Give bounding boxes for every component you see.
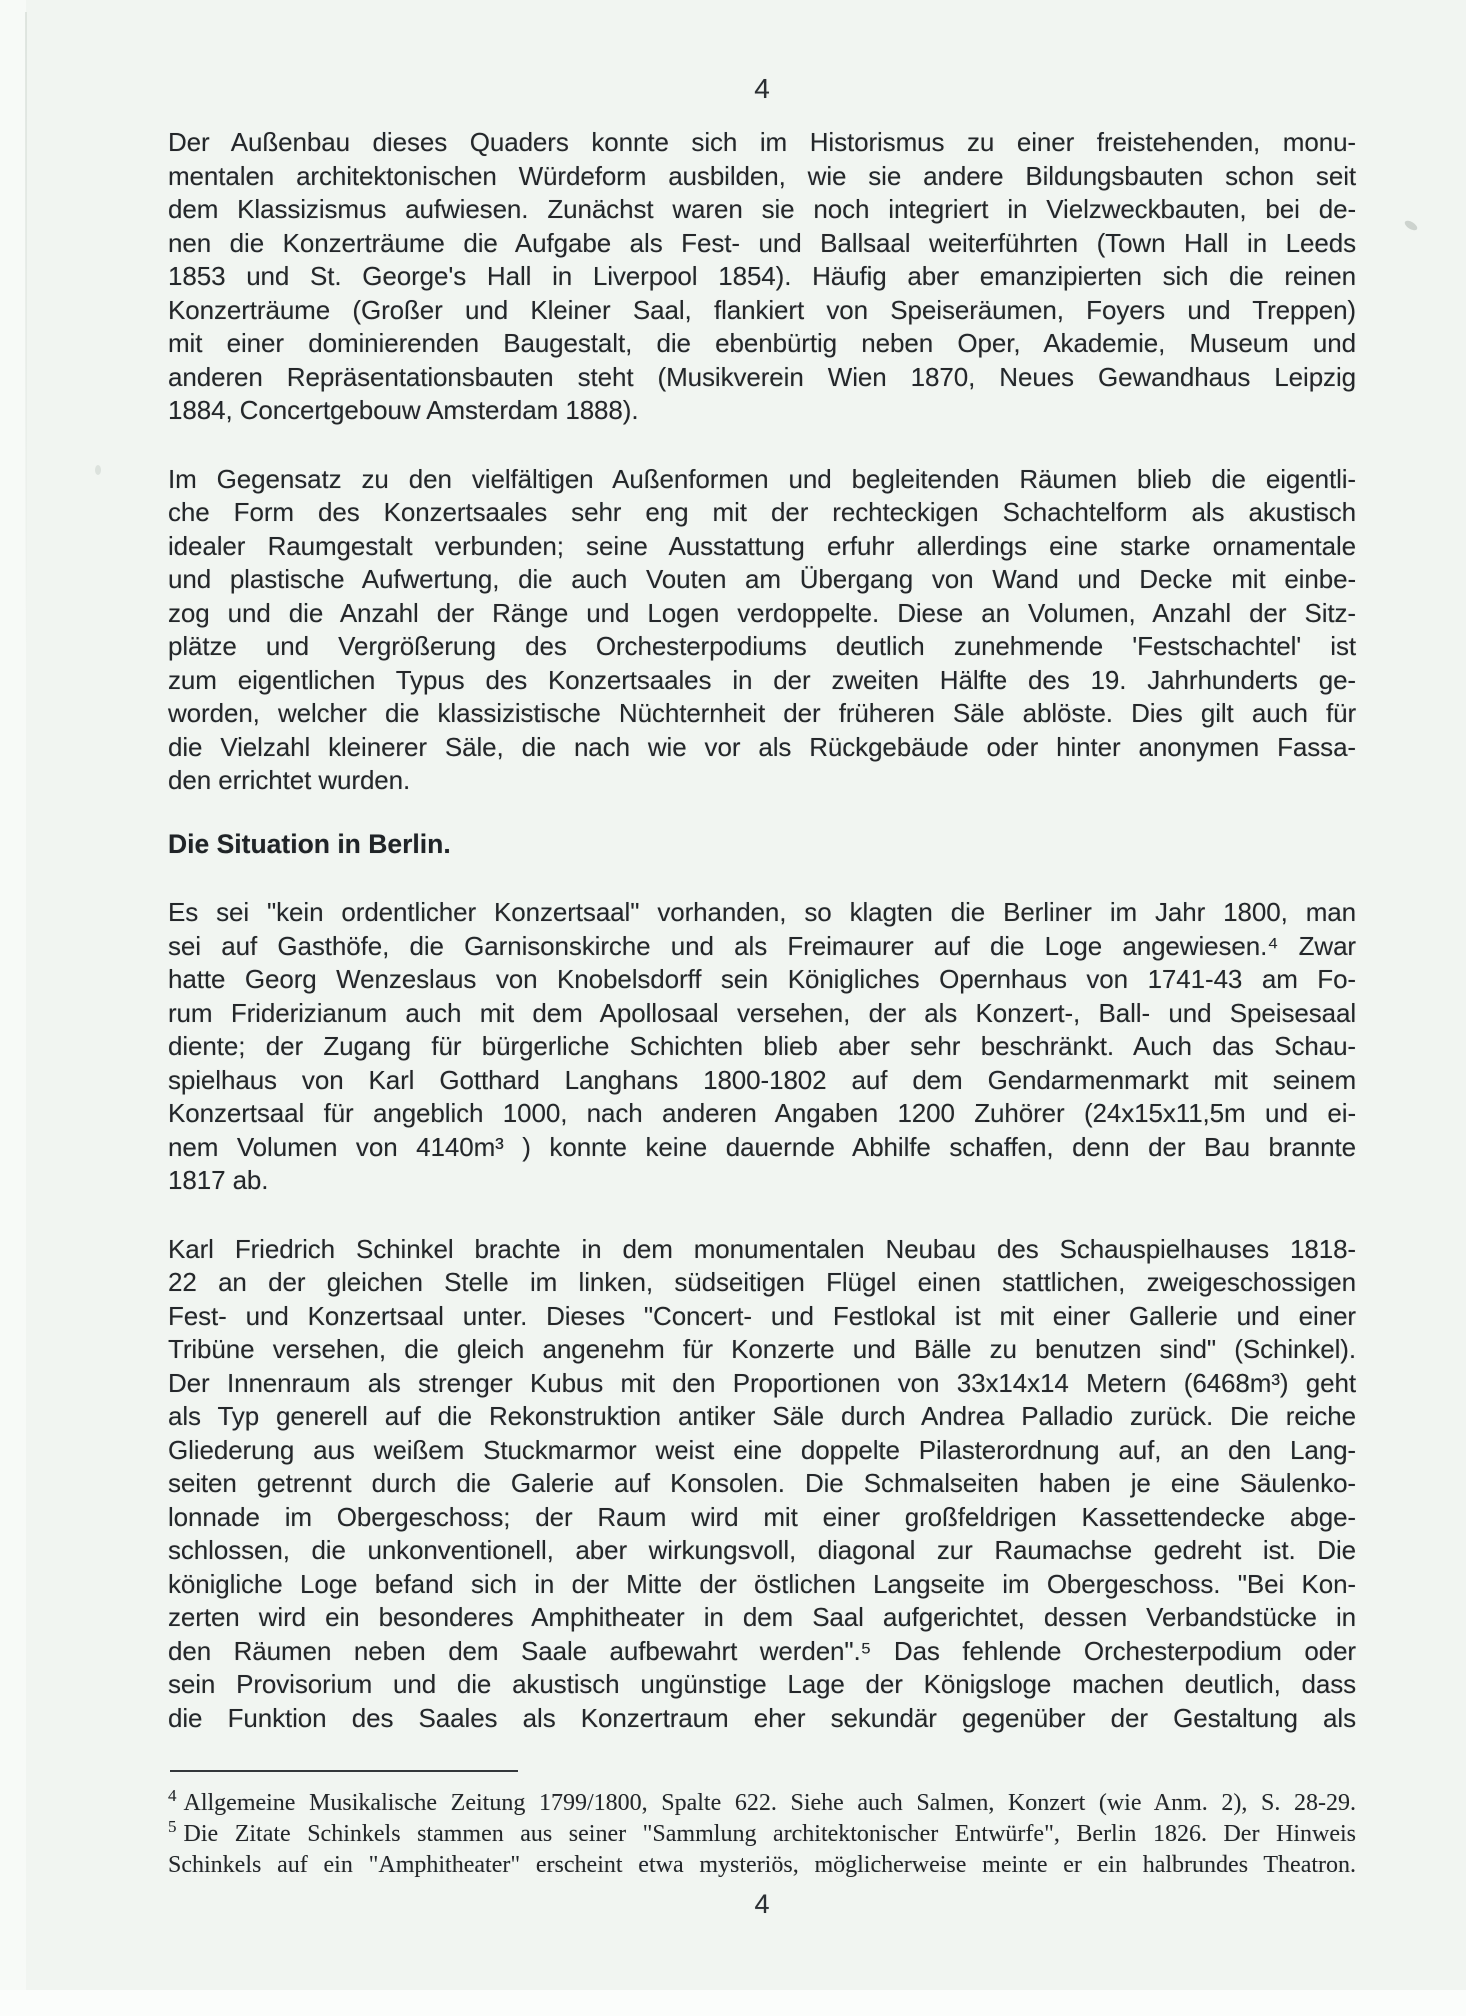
paragraph-2 [168, 463, 1356, 798]
text-line: che Form des Konzertsaales sehr eng mit der rechteckigen Schachtelform als akustisch [168, 497, 1356, 527]
text-line: Karl Friedrich Schinkel brachte in dem monumentalen Neubau des Schauspielhauses 1818- [168, 1233, 1356, 1264]
text-line: worden, welcher die klassizistische Nüchternheit der früheren Säle ablöste. Dies gilt auch für [168, 698, 1356, 728]
text-line: sein Provisorium und die akustisch ungünstige Lage der Königsloge machen deutlich, dass [168, 1669, 1356, 1699]
text-line: Der Innenraum als strenger Kubus mit den Proportionen von 33x14x14 Metern (6468m³) geht [168, 1367, 1356, 1398]
text-line: königliche Loge befand sich in der Mitte der östlichen Langseite im Obergeschoss. "Bei Kon- [168, 1568, 1356, 1599]
text-line: plätze und Vergrößerung des Orchesterpodiums deutlich zunehmende 'Festschachtel' ist [168, 631, 1356, 661]
text-line: sei auf Gasthöfe, die Garnisonskirche und als Freimaurer auf die Loge angewiesen.⁴ Zwar [168, 930, 1356, 961]
footnote-line: Schinkels auf ein "Amphitheater" erscheint etwa mysteriös, möglicherweise meinte er ein halbrundes Theatron. [168, 1852, 1356, 1878]
text-line: idealer Raumgestalt verbunden; seine Ausstattung erfuhr allerdings eine starke ornamentale [168, 530, 1356, 561]
text-line: nem Volumen von 4140m³ ) konnte keine dauernde Abhilfe schaffen, denn der Bau brannte [168, 1131, 1356, 1162]
footnote-line: $^5$ Die Zitate Schinkels stammen aus seiner "Sammlung architektonischer Entwürfe", Berlin 1826. Der Hinweis [168, 1817, 1356, 1847]
scan-left-margin-artifact [0, 0, 26, 2016]
page-number-bottom: 4 [754, 1889, 770, 1919]
text-line: lonnade im Obergeschoss; der Raum wird mit einer großfeldrigen Kassettendecke abge- [168, 1501, 1356, 1532]
text-line: Konzerträume (Großer und Kleiner Saal, flankiert von Speiseräumen, Foyers und Treppen) [168, 294, 1356, 325]
text-line: Im Gegensatz zu den vielfältigen Außenformen und begleitenden Räumen blieb die eigentli- [168, 463, 1356, 494]
text-line: zerten wird ein besonderes Amphitheater in dem Saal aufgerichtet, dessen Verbandstücke in [168, 1602, 1356, 1632]
scan-fold-line-artifact [25, 12, 27, 652]
text-line: die Funktion des Saales als Konzertraum eher sekundär gegenüber der Gestaltung als [168, 1702, 1356, 1733]
text-line: die Vielzahl kleinerer Säle, die nach wie vor als Rückgebäude oder hinter anonymen Fassa- [168, 731, 1356, 762]
scan-speck-artifact [1403, 219, 1419, 232]
text-line: diente; der Zugang für bürgerliche Schichten blieb aber sehr beschränkt. Auch das Schau- [168, 1031, 1356, 1061]
text-line: Fest- und Konzertsaal unter. Dieses "Concert- und Festlokal ist mit einer Gallerie und einer [168, 1300, 1356, 1331]
section-heading: Die Situation in Berlin. [168, 828, 451, 859]
footnote-separator [170, 1770, 518, 1772]
text-line: Konzertsaal für angeblich 1000, nach anderen Angaben 1200 Zuhörer (24x15x11,5m und ei- [168, 1098, 1356, 1128]
text-column [168, 126, 1356, 1881]
text-line: und plastische Aufwertung, die auch Vouten am Übergang von Wand und Decke mit einbe- [168, 564, 1356, 594]
paragraph-3 [168, 896, 1356, 1198]
text-line: seiten getrennt durch die Galerie auf Konsolen. Die Schmalseiten haben je eine Säulenko- [168, 1468, 1356, 1498]
text-line: dem Klassizismus aufwiesen. Zunächst waren sie noch integriert in Vielzweckbauten, bei de- [168, 194, 1356, 224]
text-line: nen die Konzerträume die Aufgabe als Fest- und Ballsaal weiterführten (Town Hall in Leeds [168, 227, 1356, 258]
text-line: 22 an der gleichen Stelle im linken, südseitigen Flügel einen stattlichen, zweigeschossigen [168, 1267, 1356, 1297]
footnote-marker: 4 [168, 1786, 177, 1805]
text-blocks [168, 126, 1356, 1735]
text-line: zog und die Anzahl der Ränge und Logen verdoppelte. Diese an Volumen, Anzahl der Sitz- [168, 597, 1356, 628]
text-line: Gliederung aus weißem Stuckmarmor weist eine doppelte Pilasterordnung auf, an den Lang- [168, 1434, 1356, 1465]
text-line: rum Friderizianum auch mit dem Apollosaal versehen, der als Konzert-, Ball- und Speisesaal [168, 997, 1356, 1028]
text-line: 1884, Concertgebouw Amsterdam 1888). [168, 395, 639, 425]
text-line: anderen Repräsentationsbauten steht (Musikverein Wien 1870, Neues Gewandhaus Leipzig [168, 361, 1356, 392]
text-line: mit einer dominierenden Baugestalt, die ebenbürtig neben Oper, Akademie, Museum und [168, 328, 1356, 358]
footnote-line: $^4$ Allgemeine Musikalische Zeitung 1799/1800, Spalte 622. Siehe auch Salmen, Konzert (wie Anm. 2), S. 28-29. [168, 1786, 1356, 1816]
text-line: als Typ generell auf die Rekonstruktion antiker Säle durch Andrea Palladio zurück. Die reiche [168, 1401, 1356, 1431]
footnote-4 [168, 1788, 1356, 1819]
text-line: spielhaus von Karl Gotthard Langhans 1800-1802 auf dem Gendarmenmarkt mit seinem [168, 1064, 1356, 1095]
text-line: 1817 ab. [168, 1165, 269, 1195]
text-line: 1853 und St. George's Hall in Liverpool 1854). Häufig aber emanzipierten sich die reinen [168, 261, 1356, 291]
text-line: den Räumen neben dem Saale aufbewahrt werden".⁵ Das fehlende Orchesterpodium oder [168, 1635, 1356, 1666]
text-line: Tribüne versehen, die gleich angenehm für Konzerte und Bälle zu benutzen sind" (Schinkel). [168, 1334, 1356, 1364]
text-line: mentalen architektonischen Würdeform ausbilden, wie sie andere Bildungsbauten schon seit [168, 160, 1356, 191]
scan-speck-artifact [95, 465, 101, 475]
text-line: zum eigentlichen Typus des Konzertsaales in der zweiten Hälfte des 19. Jahrhunderts ge- [168, 664, 1356, 695]
text-line: Es sei "kein ordentlicher Konzertsaal" vorhanden, so klagten die Berliner im Jahr 1800, man [168, 897, 1356, 927]
paragraph-4 [168, 1233, 1356, 1736]
footnote-marker: 5 [168, 1817, 177, 1836]
text-line: Der Außenbau dieses Quaders konnte sich im Historismus zu einer freistehenden, monu- [168, 127, 1356, 157]
text-line: hatte Georg Wenzeslaus von Knobelsdorff sein Königliches Opernhaus von 1741-43 am Fo- [168, 964, 1356, 994]
text-line: schlossen, die unkonventionell, aber wirkungsvoll, diagonal zur Raumachse gedreht ist. Die [168, 1535, 1356, 1565]
scan-bottom-edge-artifact [0, 1990, 1466, 2016]
page-number-top: 4 [754, 73, 770, 104]
paragraph-1 [168, 126, 1356, 428]
footnotes [168, 1788, 1356, 1881]
text-line: den errichtet wurden. [168, 765, 411, 795]
footnote-5 [168, 1819, 1356, 1881]
